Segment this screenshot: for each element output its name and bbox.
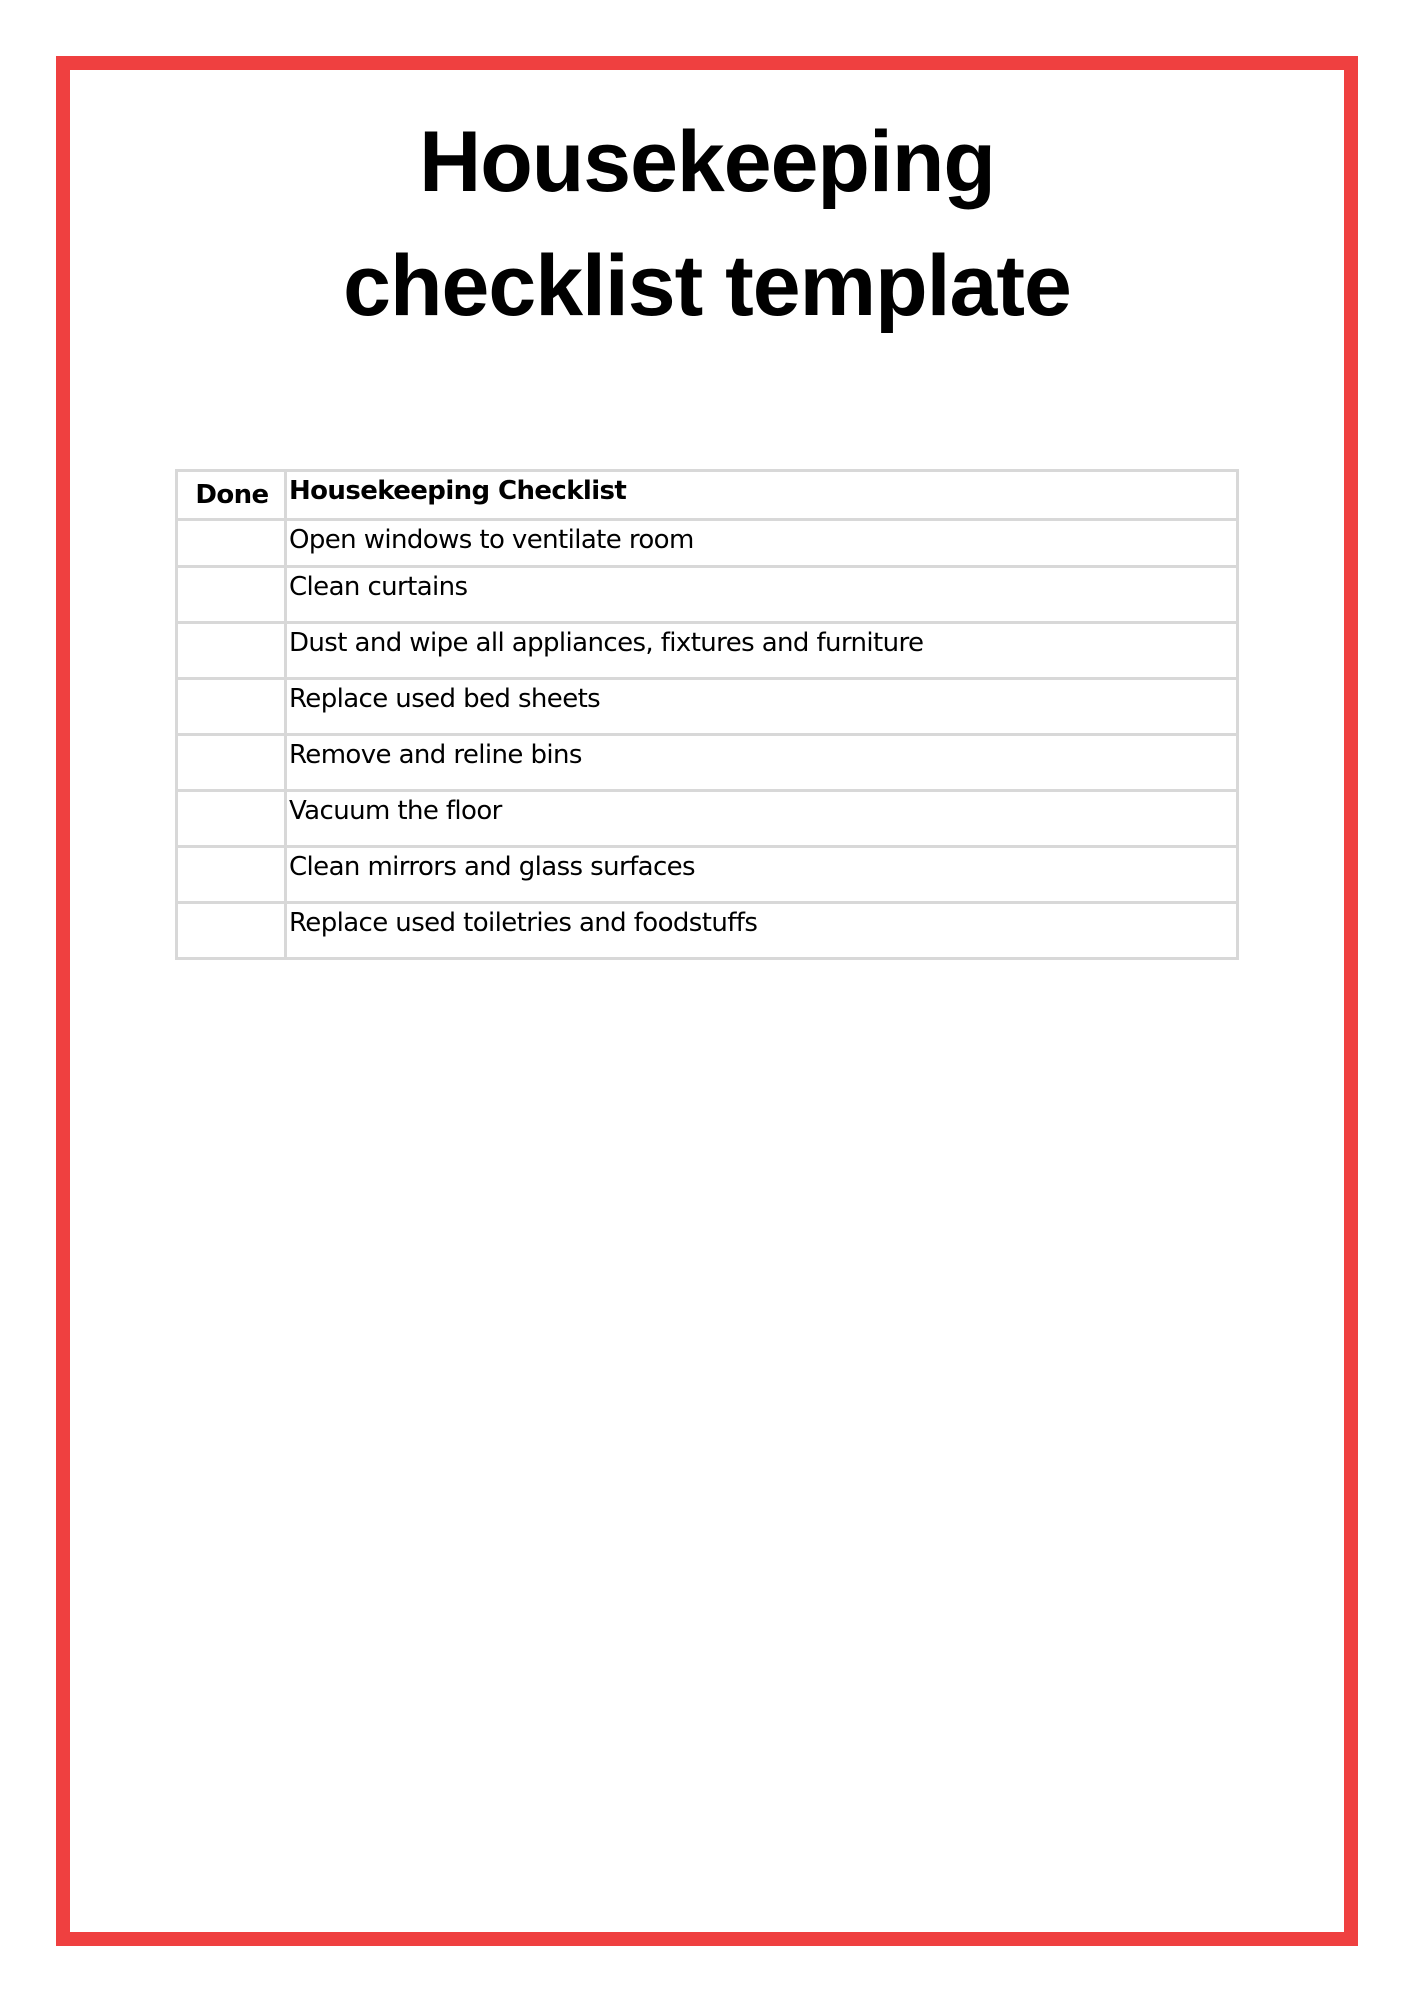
- task-cell: Open windows to ventilate room: [286, 520, 1238, 567]
- table-row: [177, 679, 1238, 735]
- title-line-2: checklist template: [343, 238, 1071, 334]
- done-cell[interactable]: [177, 679, 286, 735]
- table-row: [177, 520, 1238, 567]
- task-cell: Replace used toiletries and foodstuffs: [286, 903, 1238, 959]
- table-header-row: [177, 471, 1238, 520]
- done-cell[interactable]: [177, 623, 286, 679]
- done-cell[interactable]: [177, 847, 286, 903]
- housekeeping-checklist-table: [175, 469, 1239, 960]
- done-cell[interactable]: [177, 903, 286, 959]
- table-row: [177, 735, 1238, 791]
- table-row: [177, 903, 1238, 959]
- done-cell[interactable]: [177, 791, 286, 847]
- table-row: [177, 567, 1238, 623]
- task-column-header: Housekeeping Checklist: [286, 471, 1238, 520]
- title-line-1: Housekeeping: [419, 114, 995, 210]
- page-title: [0, 100, 1414, 348]
- task-cell: Replace used bed sheets: [286, 679, 1238, 735]
- task-cell: Vacuum the floor: [286, 791, 1238, 847]
- done-cell[interactable]: [177, 567, 286, 623]
- task-cell: Clean mirrors and glass surfaces: [286, 847, 1238, 903]
- table-row: [177, 847, 1238, 903]
- done-column-header: Done: [177, 471, 286, 520]
- task-cell: Remove and reline bins: [286, 735, 1238, 791]
- table-row: [177, 623, 1238, 679]
- task-cell: Clean curtains: [286, 567, 1238, 623]
- done-cell[interactable]: [177, 520, 286, 567]
- task-cell: Dust and wipe all appliances, fixtures and furniture: [286, 623, 1238, 679]
- done-cell[interactable]: [177, 735, 286, 791]
- table-row: [177, 791, 1238, 847]
